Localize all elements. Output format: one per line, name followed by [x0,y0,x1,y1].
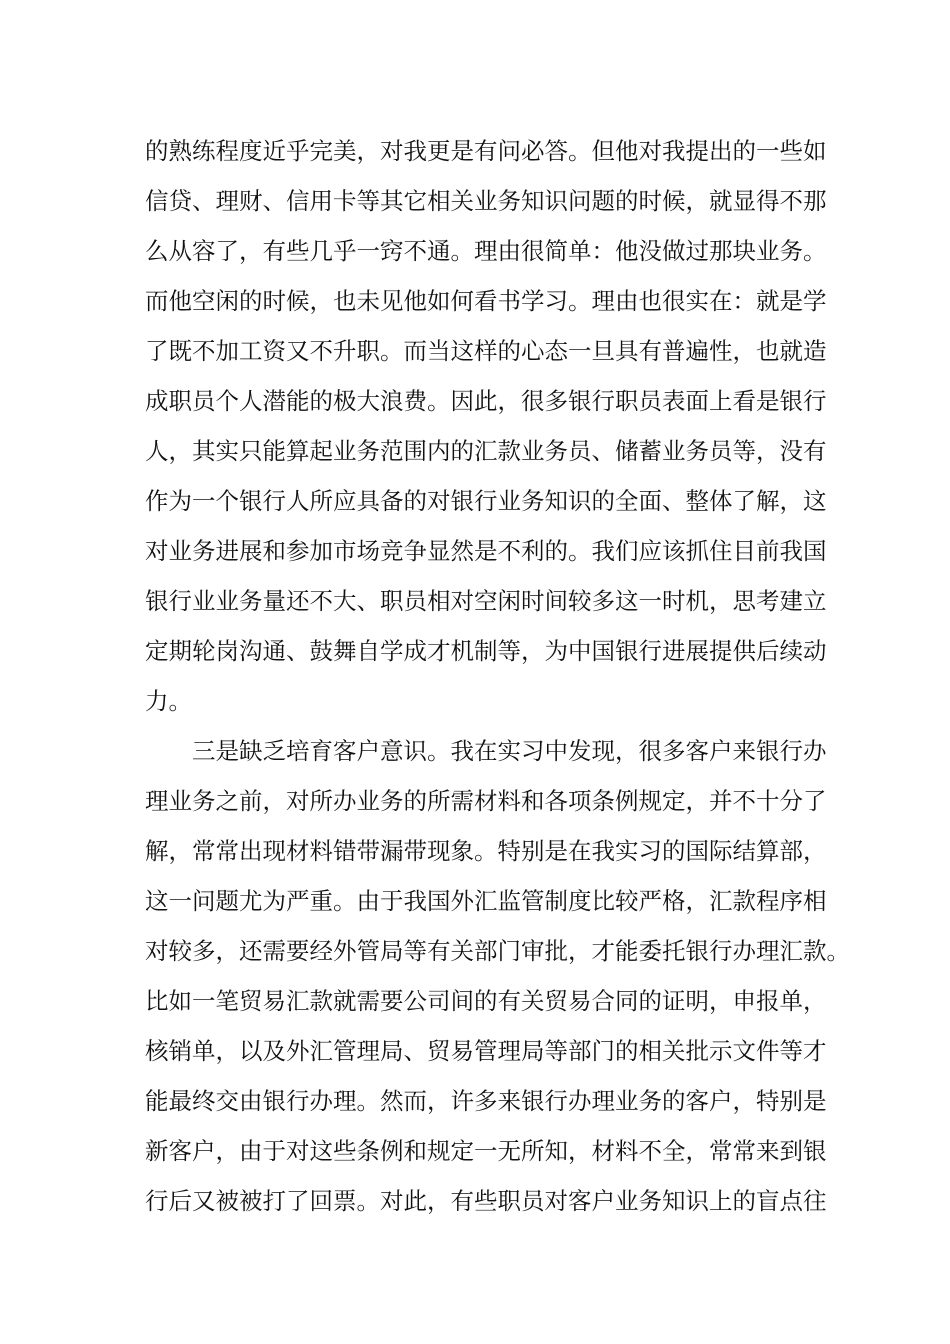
text-line: 而他空闲的时候，也未见他如何看书学习。理由也很实在：就是学 [145,287,827,315]
text-line: 力。 [145,687,192,715]
text-line: 的熟练程度近乎完美，对我更是有问必答。但他对我提出的一些如 [145,137,827,165]
text-line: 人，其实只能算起业务范围内的汇款业务员、储蓄业务员等，没有 [145,437,827,465]
text-line: 理业务之前，对所办业务的所需材料和各项条例规定，并不十分了 [145,787,827,815]
paragraph-start-line: 三是缺乏培育客户意识。我在实习中发现，很多客户来银行办 [192,737,827,765]
text-line: 核销单，以及外汇管理局、贸易管理局等部门的相关批示文件等才 [145,1037,827,1065]
text-line: 比如一笔贸易汇款就需要公司间的有关贸易合同的证明，申报单， [145,987,827,1015]
text-line: 新客户，由于对这些条例和规定一无所知，材料不全，常常来到银 [145,1137,827,1165]
text-line: 银行业业务量还不大、职员相对空闲时间较多这一时机，思考建立 [145,587,827,615]
body-text [145,126,850,1226]
text-line: 信贷、理财、信用卡等其它相关业务知识问题的时候，就显得不那 [145,187,827,215]
text-line: 了既不加工资又不升职。而当这样的心态一旦具有普遍性，也就造 [145,337,827,365]
text-line: 成职员个人潜能的极大浪费。因此，很多银行职员表面上看是银行 [145,387,827,415]
text-line: 作为一个银行人所应具备的对银行业务知识的全面、整体了解，这 [145,487,827,515]
text-line: 对较多，还需要经外管局等有关部门审批，才能委托银行办理汇款。 [145,937,850,965]
text-line: 定期轮岗沟通、鼓舞自学成才机制等，为中国银行进展提供后续动 [145,637,827,665]
text-line: 这一问题尤为严重。由于我国外汇监管制度比较严格，汇款程序相 [145,887,827,915]
text-line: 么从容了，有些几乎一窍不通。理由很简单：他没做过那块业务。 [145,237,827,265]
text-line: 解，常常出现材料错带漏带现象。特别是在我实习的国际结算部， [145,837,827,865]
text-line: 能最终交由银行办理。然而，许多来银行办理业务的客户，特别是 [145,1087,827,1115]
text-line: 行后又被被打了回票。对此，有些职员对客户业务知识上的盲点往 [145,1187,827,1215]
text-line: 对业务进展和参加市场竞争显然是不利的。我们应该抓住目前我国 [145,537,827,565]
